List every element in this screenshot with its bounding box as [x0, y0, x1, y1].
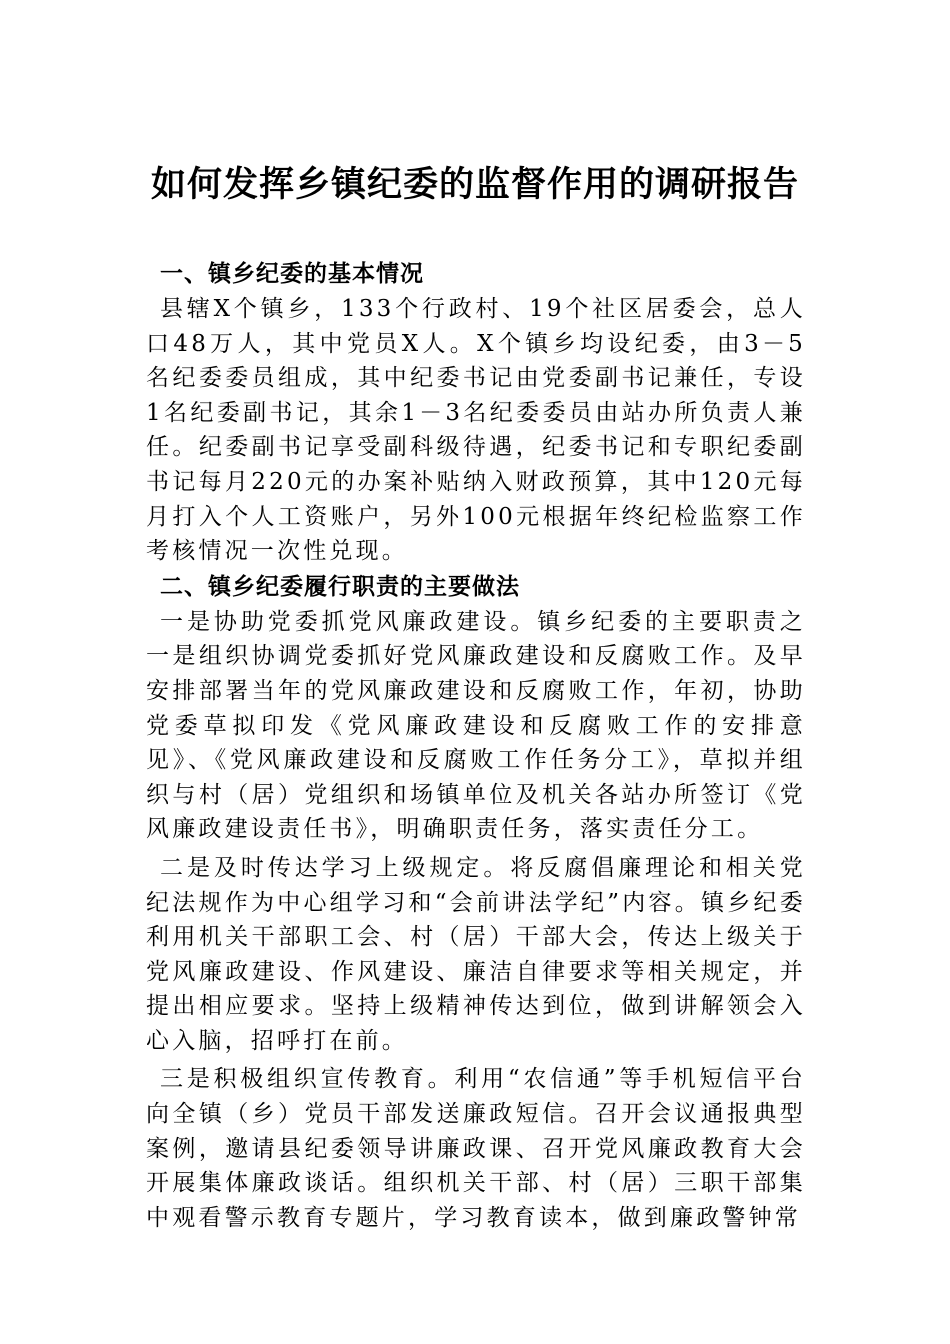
paragraph: 三是积极组织宣传教育。利用“农信通”等手机短信平台向全镇（乡）党员干部发送廉政短信。召开会议通报典型案例，邀请县纪委领导讲廉政课、召开党风廉政教育大会开展集体廉政谈话。组织机关干部、村（居）三职干部集中观看警示教育专题片，学习教育读本，做到廉政警钟常 [146, 1066, 806, 1231]
section-main-practices [146, 569, 806, 1236]
section-heading: 一、镇乡纪委的基本情况 [160, 261, 424, 287]
section-basic-situation [146, 256, 806, 569]
document-body [146, 256, 806, 1235]
document-title: 如何发挥乡镇纪委的监督作用的调研报告 [150, 164, 799, 205]
paragraph: 一是协助党委抓党风廉政建设。镇乡纪委的主要职责之一是组织协调党委抓好党风廉政建设和反腐败工作。及早安排部署当年的党风廉政建设和反腐败工作，年初，协助党委草拟印发《党风廉政建设和反腐败工作的安排意见》、《党风廉政建设和反腐败工作任务分工》，草拟并组织与村（居）党组织和场镇单位及机关各站办所签订《党风廉政建设责任书》，明确职责任务，落实责任分工。 [146, 608, 806, 843]
paragraph: 二是及时传达学习上级规定。将反腐倡廉理论和相关党纪法规作为中心组学习和“会前讲法学纪”内容。镇乡纪委利用机关干部职工会、村（居）干部大会，传达上级关于党风廉政建设、作风建设、廉洁自律要求等相关规定，并提出相应要求。坚持上级精神传达到位，做到讲解领会入心入脑，招呼打在前。 [146, 854, 806, 1054]
section-heading: 二、镇乡纪委履行职责的主要做法 [160, 573, 520, 600]
paragraph: 县辖X个镇乡，133个行政村、19个社区居委会，总人口48万人，其中党员X人。X个镇乡均设纪委，由3－5名纪委委员组成，其中纪委书记由党委副书记兼任，专设1名纪委副书记，其余1－3名纪委委员由站办所负责人兼任。纪委副书记享受副科级待遇，纪委书记和专职纪委副书记每月220元的办案补贴纳入财政预算，其中120元每月打入个人工资账户，另外100元根据年终纪检监察工作考核情况一次性兑现。 [146, 296, 806, 565]
